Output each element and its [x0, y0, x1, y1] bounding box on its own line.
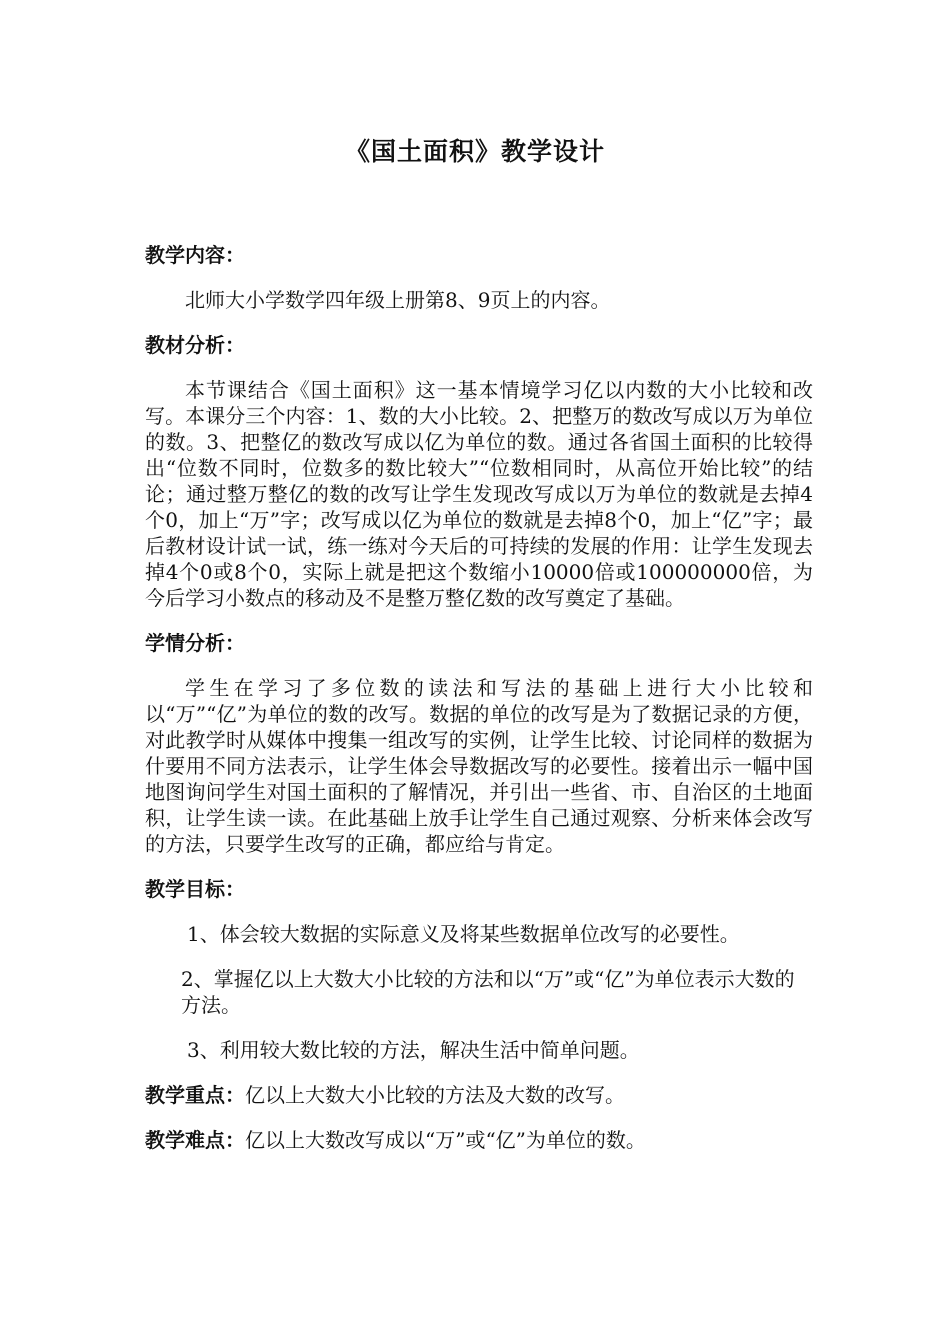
difficulty-label: 教学难点： [145, 1128, 245, 1152]
document-body [145, 242, 813, 1172]
textbook-analysis-text: 本节课结合《国土面积》这一基本情境学习亿以内数的大小比较和改写。本课分三个内容：1、数的大小比较。2、把整万的数改写成以万为单位的数。3、把整亿的数改写成以亿为单位的数。通过各省国土面积的比较得出“位数不同时，位数多的数比较大”“位数相同时，从高位开始比较”的结论；通过整万整亿的数的改写让学生发现改写成以万为单位的数就是去掉4个0，加上“万”字；改写成以亿为单位的数就是去掉8个0，加上“亿”字；最后教材设计试一试，练一练对今天后的可持续的发展的作用：让学生发现去掉4个0或8个0，实际上就是把这个数缩小10000倍或100000000倍，为今后学习小数点的移动及不是整万整亿数的改写奠定了基础。 [145, 378, 813, 610]
teaching-goals-heading: 教学目标： [145, 877, 245, 901]
teaching-goal-item: 1、体会较大数据的实际意义及将某些数据单位改写的必要性。 [187, 922, 740, 946]
document-title: 《国土面积》教学设计 [344, 137, 605, 166]
teaching-content-text: 北师大小学数学四年级上册第8、9页上的内容。 [185, 288, 611, 312]
key-point-row [145, 1082, 813, 1108]
key-point-label: 教学重点： [145, 1083, 245, 1107]
difficulty-text: 亿以上大数改写成以“万”或“亿”为单位的数。 [245, 1128, 646, 1152]
teaching-content-heading: 教学内容： [145, 243, 245, 267]
difficulty-row [145, 1127, 813, 1153]
student-analysis-text: 学生在学习了多位数的读法和写法的基础上进行大小比较和以“万”“亿”为单位的数的改写。数据的单位的改写是为了数据记录的方便，对此教学时从媒体中搜集一组改写的实例，让学生比较、讨论同样的数据为什要用不同方法表示，让学生体会导数据改写的必要性。接着出示一幅中国地图询问学生对国土面积的了解情况，并引出一些省、市、自治区的土地面积，让学生读一读。在此基础上放手让学生自己通过观察、分析来体会改写的方法，只要学生改写的正确，都应给与肯定。 [145, 676, 813, 856]
key-point-text: 亿以上大数大小比较的方法及大数的改写。 [245, 1083, 625, 1107]
teaching-goal-item: 2、掌握亿以上大数大小比较的方法和以“万”或“亿”为单位表示大数的方法。 [181, 967, 795, 1017]
textbook-analysis-heading: 教材分析： [145, 333, 245, 357]
student-analysis-heading: 学情分析： [145, 631, 245, 655]
teaching-goal-item: 3、利用较大数比较的方法，解决生活中简单问题。 [187, 1038, 640, 1062]
